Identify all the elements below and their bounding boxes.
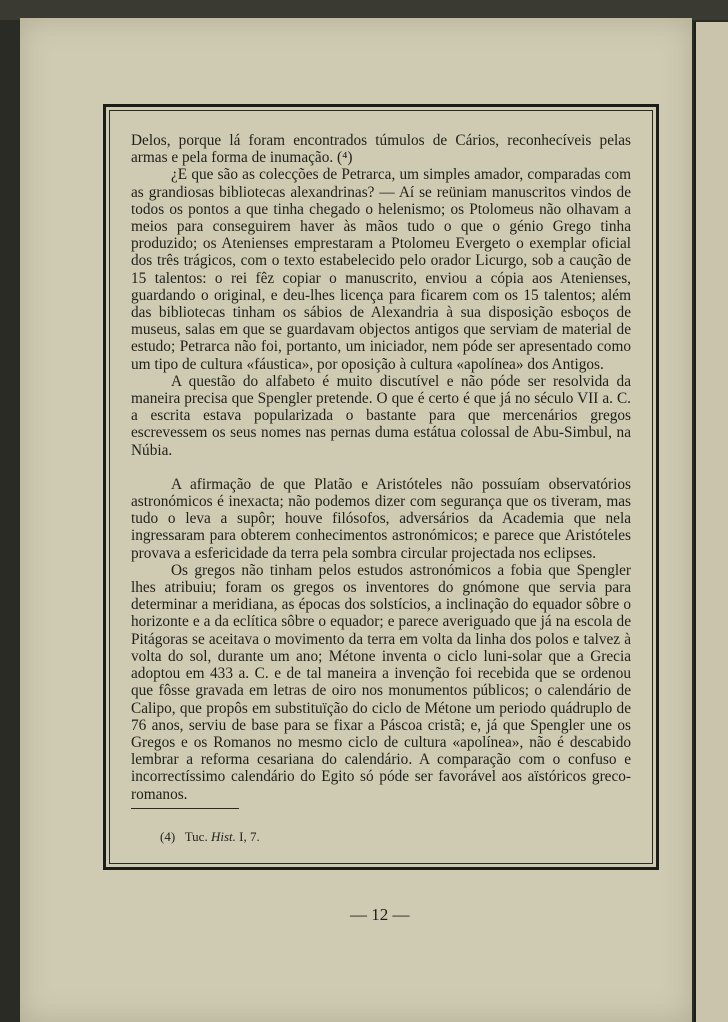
footnote-author: Tuc. [184,829,208,844]
footnote-number: (4) [160,829,176,844]
page-number: — 12 — [350,905,410,924]
footnote-work: Hist. [210,829,236,844]
paragraph: Os gregos não tinham pelos estudos astronómicos a fobia que Spengler lhes atribuiu; foram os gregos os inventores do gnómone que servia para determinar a meridiana, as épocas dos solstícios, a inclinação do equador sôbre o horizonte e a da eclítica sôbre o equador; e parece averiguado que já na escola de Pitágoras se aceitava o movimento da terra em volta da linha dos polos e talvez à volta do sol, durante um ano; Métone inventa o ciclo luni-solar que a Grecia adoptou em 433 a. C. e de tal maneira a invenção foi recebida que se ordenou que fôsse gravada em letras de oiro nos monumentos públicos; o calendário de Calipo, que propôs em substituïção do ciclo de Métone um periodo quádruplo de 76 anos, serviu de base para se fixar a Páscoa cristã; e, já que Spengler une os Gregos e os Romanos no mesmo ciclo de cultura «apolínea», não é descabido lembrar a reforma cesariana do calendário. A comparação com o confuso e incorrectíssimo calendário do Egito só póde ser favorável aos aïstóricos greco-romanos. [131,561,631,803]
scan-background [0,0,728,20]
paragraph: ¿E que são as colecções de Petrarca, um simples amador, comparadas com as grandiosas bibliotecas alexandrinas? — Aí se reüniam manuscritos vindos de todos os pontos a que tinha chegado o helenismo; os Ptolomeus não olhavam a meios para conseguirem haver às mãos tudo o que o génio Grego tinha produzido; os Atenienses emprestaram a Ptolomeu Evergeto o exemplar oficial dos três trágicos, com o texto estabelecido pelo orador Licurgo, sob a caução de 15 talentos: o rei fêz copiar o manuscrito, enviou a cópia aos Atenienses, guardando o original, e deu-lhes licença para ficarem com os 15 talentos; além das bibliotecas tinham os sábios de Alexandria à sua disposição esboços de museus, salas em que se guardavam objectos antigos que serviam de material de estudo; Petrarca não foi, portanto, um iniciador, nem póde ser apresentado como um tipo de cultura «fáustica», por oposição à cultura «apolínea» dos Antigos. [131,166,631,373]
paragraph: A afirmação de que Platão e Aristóteles não possuíam observatórios astronómicos é inexacta; não podemos dizer com segurança que os tiveram, mas tudo o leva a supôr; houve filósofos, adversários da Academia que nela ingressaram para obterem conhecimentos astronómicos; e parece que Aristóteles provava a esfericidade da terra pela sombra circular projectada nos eclipses. [131,475,631,562]
footnote-reference: I, 7. [239,829,260,844]
paragraph: Delos, porque lá foram encontrados túmulos de Cários, reconhecíveis pelas armas e pela forma de inumação. (⁴) [131,132,631,167]
paragraph: A questão do alfabeto é muito discutível e não póde ser resolvida da maneira precisa que Spengler pretende. O que é certo é que já no século VII a. C. a escrita estava popularizada o bastante para que mercenários gregos escrevessem os seus nomes nas pernas duma estátua colossal de Abu-Simbul, na Núbia. [131,372,631,459]
adjacent-page-edge [694,22,728,1022]
footnote [160,829,260,845]
body-text [131,132,631,803]
footnote-divider [131,808,239,809]
